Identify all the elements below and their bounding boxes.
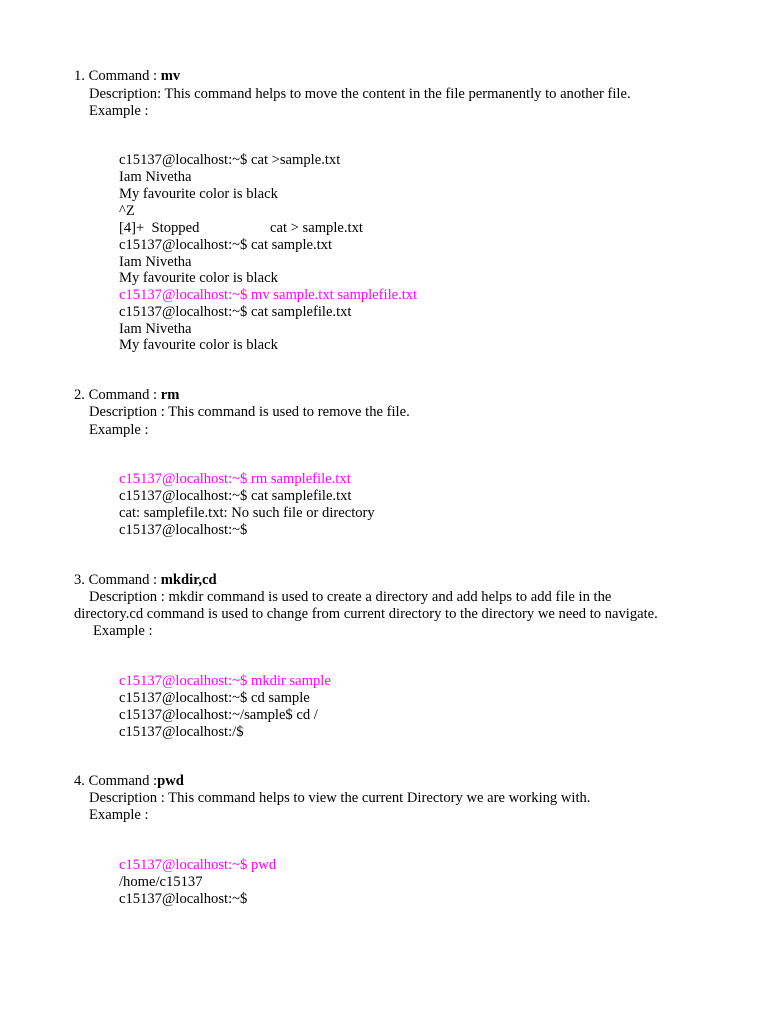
section-1-heading [74, 68, 180, 85]
section-3-highlighted-command: c15137@localhost:~$ mkdir sample [119, 673, 331, 689]
section-1-terminal-line: c15137@localhost:~$ cat sample.txt [119, 237, 333, 253]
section-4-description: Description : This command helps to view the current Directory we are working with. [89, 790, 591, 806]
section-2-heading [74, 387, 179, 404]
section-2-terminal-line: c15137@localhost:~$ [119, 522, 248, 538]
section-4-heading [74, 773, 184, 790]
section-2-command: rm [160, 387, 180, 403]
section-3-terminal-line: c15137@localhost:~$ cd sample [119, 690, 310, 706]
section-1-terminal-line: Iam Nivetha [119, 321, 192, 337]
section-3-heading-prefix: 3. Command : [74, 572, 161, 588]
section-1-terminal-line: My favourite color is black [119, 186, 278, 202]
section-3-heading [74, 572, 217, 589]
section-2-description: Description : This command is used to remove the file. [89, 404, 410, 420]
section-1-terminal-line: Iam Nivetha [119, 254, 192, 270]
section-1-description: Description: This command helps to move the content in the file permanently to another file. [89, 86, 631, 102]
section-1-command: mv [160, 68, 181, 84]
section-3-description-line-2: directory.cd command is used to change from current directory to the directory we need to navigate. [74, 606, 658, 622]
section-1-terminal-line: c15137@localhost:~$ cat >sample.txt [119, 152, 341, 168]
section-4-example-label: Example : [89, 807, 149, 823]
section-2-terminal-line: cat: samplefile.txt: No such file or directory [119, 505, 375, 521]
section-3-terminal-line: c15137@localhost:/$ [119, 724, 244, 740]
section-2-terminal-line: c15137@localhost:~$ cat samplefile.txt [119, 488, 352, 504]
section-3-description-line-1: Description : mkdir command is used to create a directory and add helps to add file in the [89, 589, 612, 605]
section-1-example-label: Example : [89, 103, 149, 119]
section-1-terminal-line [119, 220, 199, 237]
section-1-terminal-line: Iam Nivetha [119, 169, 192, 185]
job-status: [4]+ Stopped [119, 220, 200, 236]
section-2-example-label: Example : [89, 422, 149, 438]
section-1-heading-prefix: 1. Command : [74, 68, 161, 84]
section-1-terminal-line: c15137@localhost:~$ cat samplefile.txt [119, 304, 352, 320]
section-4-heading-prefix: 4. Command : [74, 773, 158, 789]
section-4-command: pwd [157, 773, 184, 789]
section-3-terminal-line: c15137@localhost:~/sample$ cd / [119, 707, 318, 723]
section-4-highlighted-command: c15137@localhost:~$ pwd [119, 857, 277, 873]
section-3-command: mkdir,cd [160, 572, 217, 588]
section-1-terminal-line: cat > sample.txt [270, 220, 363, 236]
section-3-example-label: Example : [93, 623, 153, 639]
section-4-terminal-line: c15137@localhost:~$ [119, 891, 248, 907]
section-1-terminal-line: ^Z [119, 203, 135, 219]
section-4-terminal-line: /home/c15137 [119, 874, 203, 890]
section-2-heading-prefix: 2. Command : [74, 387, 161, 403]
section-1-terminal-line: My favourite color is black [119, 337, 278, 353]
section-1-highlighted-command: c15137@localhost:~$ mv sample.txt samplefile.txt [119, 287, 418, 303]
section-1-terminal-line: My favourite color is black [119, 270, 278, 286]
section-2-highlighted-command: c15137@localhost:~$ rm samplefile.txt [119, 471, 351, 487]
